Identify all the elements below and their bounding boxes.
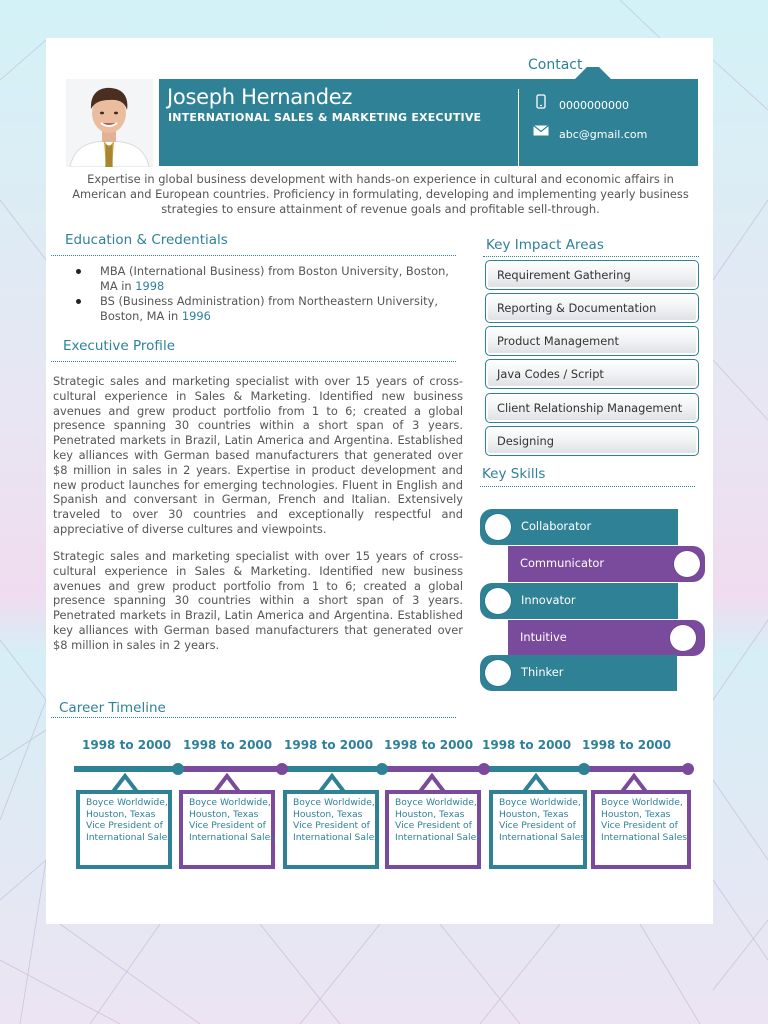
skill-knob-icon — [485, 660, 511, 686]
education-heading: Education & Credentials — [65, 232, 228, 248]
envelope-icon — [533, 125, 549, 136]
education-list — [76, 264, 456, 324]
timeline-location: Houston, Texas — [86, 808, 156, 820]
timeline-card — [283, 790, 379, 869]
timeline-company: Boyce Worldwide, — [601, 797, 683, 808]
timeline-company: Boyce Worldwide, — [86, 797, 168, 808]
skill-label: Thinker — [521, 665, 564, 679]
timeline-role-detail: International Sales — [293, 831, 380, 843]
timeline-company: Boyce Worldwide, — [189, 797, 271, 808]
contact-heading: Contact — [528, 57, 583, 73]
timeline-location: Houston, Texas — [395, 808, 465, 820]
timeline-role-detail: International Sales — [499, 831, 586, 843]
contact-panel — [518, 89, 698, 166]
timeline-role: Vice President of — [601, 820, 678, 832]
candidate-name: Joseph Hernandez — [167, 85, 353, 109]
profile-heading: Executive Profile — [63, 338, 175, 354]
profile-paragraph: Strategic sales and marketing specialist with over 15 years of cross-cultural experience in Sales & Marketing. Identified new business avenues and grew product portfolio from 1 to 6; created a global presence spanning 30 countries within a short span of 3 years. Penetrated markets in Brazil, Latin America and Argentina. Established key alliances with German based manufacturers that generated over $8 million in sales in 2 years. — [53, 549, 463, 652]
skills-heading: Key Skills — [482, 466, 546, 482]
skills-divider — [480, 486, 695, 487]
skill-item — [480, 655, 677, 691]
resume-page — [46, 38, 713, 924]
list-item — [76, 264, 456, 293]
timeline-years: 1998 to 2000 — [384, 738, 474, 752]
timeline-role: Vice President of — [499, 820, 576, 832]
timeline-role: Vice President of — [86, 820, 163, 832]
profile-photo — [66, 79, 153, 167]
skill-item — [480, 583, 678, 619]
skill-knob-icon — [670, 625, 696, 651]
timeline-card — [385, 790, 481, 869]
timeline-years: 1998 to 2000 — [582, 738, 672, 752]
list-item — [76, 294, 456, 323]
skill-item — [508, 546, 705, 582]
timeline-divider — [51, 717, 456, 718]
timeline-location: Houston, Texas — [189, 808, 259, 820]
summary-text: Expertise in global business development with hands-on experience in cultural and economic affairs in American and European countries. Proficiency in formulating, developing and implementing yearly business strategies to ensure attainment of revenue goals and profitable sell-through. — [72, 172, 689, 216]
timeline-track — [74, 762, 699, 776]
contact-email[interactable]: abc@gmail.com — [559, 128, 648, 141]
candidate-title: INTERNATIONAL SALES & MARKETING EXECUTIVE — [168, 111, 482, 124]
timeline-card — [179, 790, 275, 869]
skill-label: Collaborator — [521, 519, 592, 533]
timeline-card — [591, 790, 691, 869]
skill-knob-icon — [485, 588, 511, 614]
education-year: 1998 — [135, 278, 165, 293]
impact-item: Client Relationship Management — [485, 393, 699, 423]
timeline-location: Houston, Texas — [601, 808, 671, 820]
timeline-location: Houston, Texas — [499, 808, 569, 820]
skill-label: Intuitive — [520, 630, 567, 644]
impact-item: Requirement Gathering — [485, 260, 699, 290]
timeline-years: 1998 to 2000 — [284, 738, 374, 752]
header-banner — [159, 79, 698, 166]
timeline-years: 1998 to 2000 — [183, 738, 273, 752]
skill-label: Communicator — [520, 556, 605, 570]
phone-icon — [536, 94, 546, 109]
impact-item: Designing — [485, 426, 699, 456]
timeline-company: Boyce Worldwide, — [499, 797, 581, 808]
timeline-role: Vice President of — [189, 820, 266, 832]
education-text: BS (Business Administration) from Northeastern University, Boston, MA in — [100, 294, 438, 323]
timeline-role-detail: International Sales — [86, 831, 173, 843]
timeline-role: Vice President of — [293, 820, 370, 832]
impact-item: Java Codes / Script — [485, 359, 699, 389]
timeline-years: 1998 to 2000 — [482, 738, 572, 752]
timeline-role: Vice President of — [395, 820, 472, 832]
education-divider — [51, 255, 456, 256]
profile-paragraph: Strategic sales and marketing specialist with over 15 years of cross-cultural experience in Sales & Marketing. Identified new business avenues and grew product portfolio from 1 to 6; created a global presence spanning 30 countries within a short span of 3 years. Penetrated markets in Brazil, Latin America and Argentina. Established key alliances with German based manufacturers that generated over $8 million in sales in 2 years. Expertise in product development and new product launches for emerging technologies. Fluent in English and Spanish and conversant in German, French and Italian. Extensively traveled to over 30 countries and exceptionally respectful and appreciative of diverse cultures and viewpoints. — [53, 374, 463, 536]
timeline-company: Boyce Worldwide, — [293, 797, 375, 808]
impact-divider — [483, 256, 699, 257]
timeline-card — [489, 790, 587, 869]
contact-phone[interactable]: 0000000000 — [559, 99, 629, 112]
timeline-company: Boyce Worldwide, — [395, 797, 477, 808]
skill-item — [480, 509, 678, 545]
profile-divider — [51, 361, 456, 362]
impact-item: Product Management — [485, 326, 699, 356]
skill-label: Innovator — [521, 593, 576, 607]
timeline-location: Houston, Texas — [293, 808, 363, 820]
timeline-years: 1998 to 2000 — [82, 738, 172, 752]
timeline-card — [76, 790, 172, 869]
skill-item — [508, 620, 705, 656]
timeline-role-detail: International Sales — [395, 831, 482, 843]
impact-item: Reporting & Documentation — [485, 293, 699, 323]
timeline-heading: Career Timeline — [59, 700, 166, 716]
timeline-role-detail: International Sales — [601, 831, 688, 843]
education-text: MBA (International Business) from Boston University, Boston, MA in — [100, 264, 449, 293]
impact-heading: Key Impact Areas — [486, 237, 604, 253]
person-photo-icon — [66, 79, 153, 167]
skill-knob-icon — [485, 514, 511, 540]
education-year: 1996 — [181, 308, 211, 323]
timeline-role-detail: International Sales — [189, 831, 276, 843]
skill-knob-icon — [674, 551, 700, 577]
